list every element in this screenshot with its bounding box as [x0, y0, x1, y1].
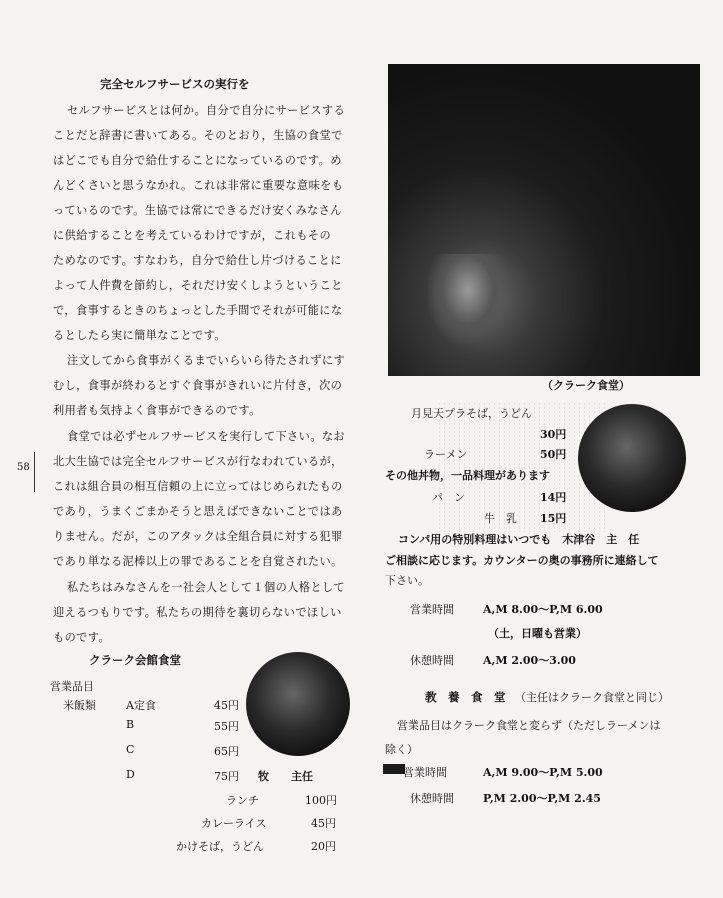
article-line: 北大生協では完全セルフサービスが行なわれているが，	[53, 455, 343, 468]
article-line: 食堂では必ずセルフサービスを実行して下さい。なお	[67, 430, 345, 443]
menu-item-name: 月見天プラそば，うどん	[411, 407, 532, 420]
article-line: はどこでも自分で給仕することになっているのです。め	[53, 154, 342, 167]
break-value: P,M 2.00～P,M 2.45	[483, 792, 601, 805]
menu-item-price: 30円	[540, 428, 567, 441]
menu-item-name: A定食	[126, 699, 156, 712]
portrait-photo-kitsuya	[578, 404, 686, 512]
break-value: A,M 2.00～3.00	[483, 654, 576, 667]
article-title: 完全セルフサービスの実行を	[100, 77, 250, 91]
article-line: 注文してから食事がくるまでいらいら待たされずにす	[67, 354, 346, 367]
menu-item-price: 15円	[540, 512, 567, 525]
menu-item-price: 50円	[540, 448, 567, 461]
redaction-mark	[383, 764, 405, 774]
menu-item-price: 14円	[540, 491, 567, 504]
article-line: 迎えるつもりです。私たちの期待を裏切らないでほしい	[53, 606, 342, 619]
hours-label: 営業時間	[410, 603, 454, 616]
menu-item-name: ランチ	[226, 794, 259, 807]
menu-item-name: B	[126, 718, 135, 731]
kyoyo-title: 教 養 食 堂	[425, 690, 506, 704]
clark-kaikan-title: クラーク会館食堂	[89, 653, 181, 667]
menu-item-name: パ ン	[432, 491, 465, 504]
menu-item-name: 牛 乳	[484, 512, 517, 525]
article-line: っているのです。生協では常にできるだけ安くみなさん	[53, 204, 342, 217]
article-line: 利用者も気持よく食事ができるのです。	[53, 404, 261, 417]
kyoyo-line: 除く）	[385, 743, 418, 756]
article-line: これは組合員の相互信頼の上に立ってはじめられたもの	[53, 480, 343, 493]
article-line: るとしたら実に簡単なことです。	[53, 329, 226, 342]
article-line: ものです。	[53, 631, 111, 644]
photo-caption: （クラーク食堂）	[542, 379, 630, 392]
menu-note: その他丼物，一品料理があります	[385, 469, 550, 482]
menu-item-price: 45円	[214, 699, 239, 712]
menu-item-price: 20円	[311, 840, 336, 853]
break-label: 休憩時間	[410, 654, 454, 667]
kyoyo-line: 営業品目はクラーク食堂と変らず（ただしラーメンは	[397, 719, 661, 732]
hours-note: （土，日曜も営業）	[488, 627, 587, 640]
article-line: むし，食事が終わるとすぐ食事がきれいに片付き，次の	[53, 379, 343, 392]
photo-figure	[428, 254, 508, 344]
article-line: 私たちはみなさんを一社会人として１個の人格として	[67, 581, 346, 594]
article-line: で，食事するときのちょっとした手間でそれが可能にな	[53, 304, 343, 317]
portrait-photo-maki	[246, 652, 350, 756]
menu-item-name: カレーライス	[201, 817, 267, 830]
margin-rule	[34, 452, 35, 492]
menu-item-price: 45円	[311, 817, 336, 830]
article-line: であり，うまくごまかそうと思えばできないことではあ	[53, 505, 343, 518]
break-label: 休憩時間	[410, 792, 454, 805]
article-line: んどくさいと思うなかれ。これは非常に重要な意味をも	[53, 179, 344, 192]
article-line: ためなのです。すなわち，自分で給仕し片づけることに	[53, 254, 342, 267]
page-number: 58	[17, 462, 30, 473]
hours-value: A,M 8.00～P,M 6.00	[483, 603, 603, 616]
article-line: よって人件費を節約し，それだけ安くしようということ	[53, 279, 343, 292]
special-order-line: コンパ用の特別料理はいつでも 木津谷 主 任	[398, 533, 640, 546]
menu-item-name: ラーメン	[424, 448, 468, 461]
manager-title: 牧 主任	[258, 770, 313, 783]
kyoyo-title-note: （主任はクラーク食堂と同じ）	[515, 691, 669, 704]
cafeteria-photo	[388, 64, 700, 376]
menu-item-name: D	[126, 768, 135, 781]
menu-item-price: 65円	[214, 745, 239, 758]
special-order-line: ご相談に応じます。カウンターの奥の事務所に連絡して	[385, 554, 659, 567]
rice-label: 米飯類	[63, 699, 96, 712]
menu-item-name: かけそば，うどん	[176, 840, 264, 853]
items-label: 営業品目	[50, 680, 94, 693]
article-line: セルフサービスとは何か。自分で自分にサービスする	[67, 104, 346, 117]
hours-label: 営業時間	[403, 766, 447, 779]
special-order-line: 下さい。	[385, 574, 429, 587]
menu-item-price: 75円	[214, 770, 239, 783]
menu-item-name: C	[126, 743, 135, 756]
article-line: であり単なる泥棒以上の罪であることを自覚されたい。	[53, 555, 343, 568]
menu-item-price: 100円	[305, 794, 337, 807]
hours-value: A,M 9.00～P,M 5.00	[483, 766, 603, 779]
article-line: りません。だが，このアタックは全組合員に対する犯罪	[53, 530, 343, 543]
article-line: に供給することを考えているわけですが，これもその	[53, 229, 332, 242]
article-line: ことだと辞書に書いてある。そのとおり，生協の食堂で	[53, 129, 343, 142]
menu-item-price: 55円	[214, 720, 239, 733]
